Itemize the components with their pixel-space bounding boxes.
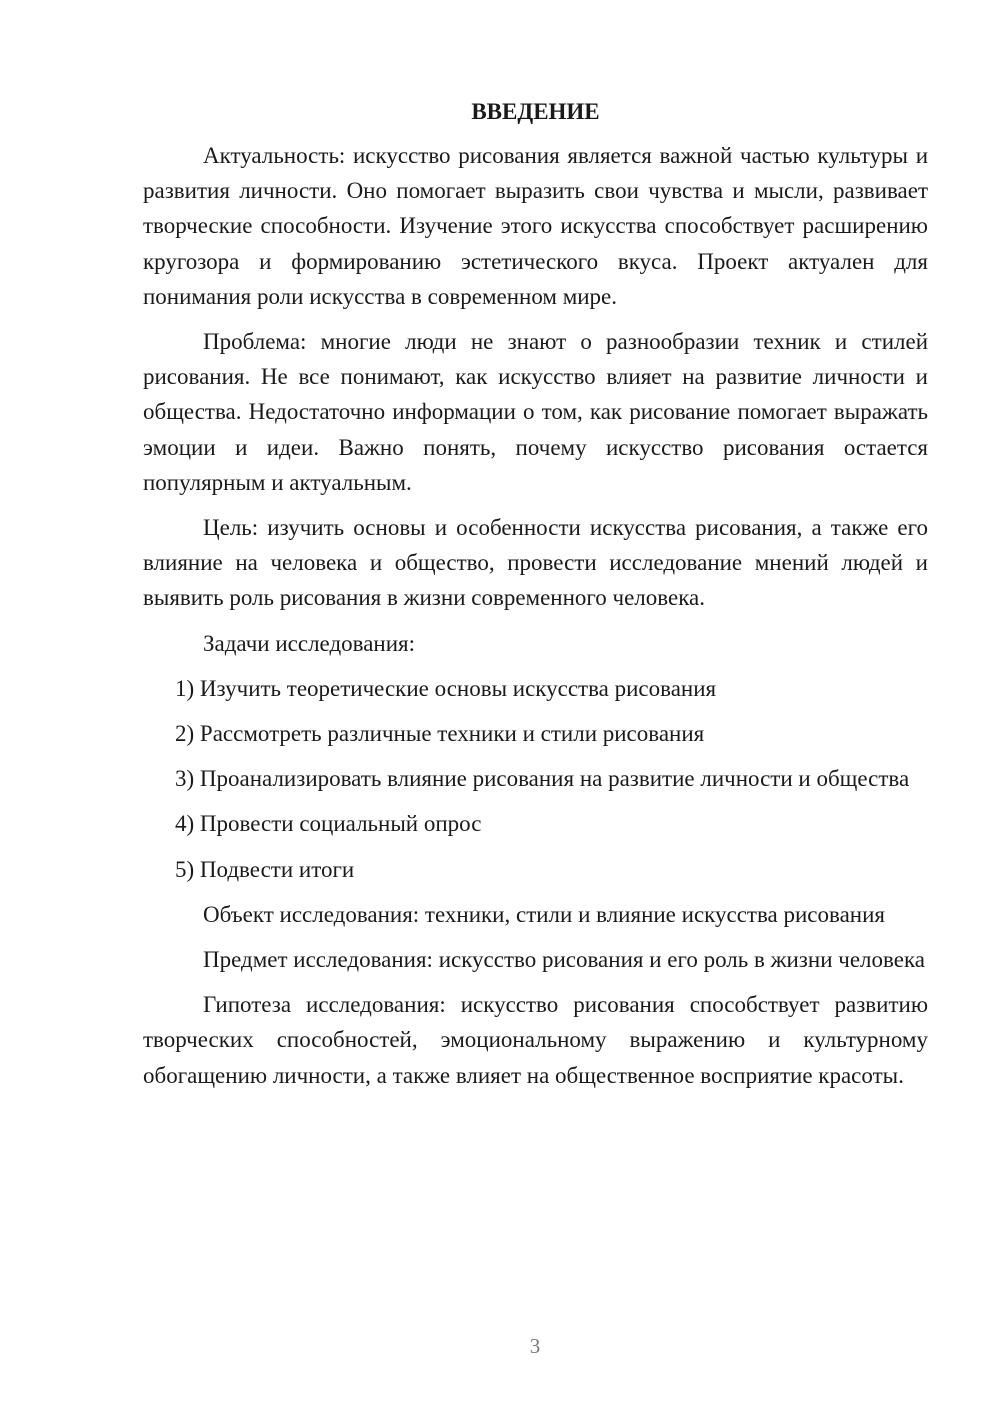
- hypothesis-paragraph: Гипотеза исследования: искусство рисования способствует развитию творческих способностей, эмоциональному выражению и культурному обогащению личности, а также влияет на общественное восприятие красоты.: [143, 992, 928, 1088]
- object-paragraph: Объект исследования: техники, стили и влияние искусства рисования: [203, 901, 885, 927]
- relevance-paragraph: Актуальность: искусство рисования является важной частью культуры и развития личности. Оно помогает выразить свои чувства и мысли, развивает творческие способности. Изучение этого искусства способствует расширению кругозора и формированию эстетического вкуса. Проект актуален для понимания роли искусства в современном мире.: [143, 143, 928, 309]
- problem-paragraph: Проблема: многие люди не знают о разнообразии техник и стилей рисования. Не все понимают, как искусство влияет на развитие личности и общества. Недостаточно информации о том, как рисование помогает выражать эмоции и идеи. Важно понять, почему искусство рисования остается популярным и актуальным.: [143, 329, 928, 495]
- page-content: [143, 95, 928, 1103]
- goal-paragraph: Цель: изучить основы и особенности искусства рисования, а также его влияние на человека и общество, провести исследование мнений людей и выявить роль рисования в жизни современного человека.: [143, 515, 928, 611]
- task-item: 2) Рассмотреть различные техники и стили рисования: [175, 721, 705, 747]
- task-item: 3) Проанализировать влияние рисования на развитие личности и общества: [175, 766, 910, 792]
- page-number: 3: [529, 1334, 541, 1358]
- task-item: 1) Изучить теоретические основы искусства рисования: [175, 675, 717, 701]
- page-title: ВВЕДЕНИЕ: [471, 99, 600, 124]
- task-item: 4) Провести социальный опрос: [175, 811, 482, 837]
- task-item: 5) Подвести итоги: [175, 856, 355, 882]
- tasks-title: Задачи исследования:: [203, 630, 416, 656]
- subject-paragraph: Предмет исследования: искусство рисования и его роль в жизни человека: [203, 947, 925, 973]
